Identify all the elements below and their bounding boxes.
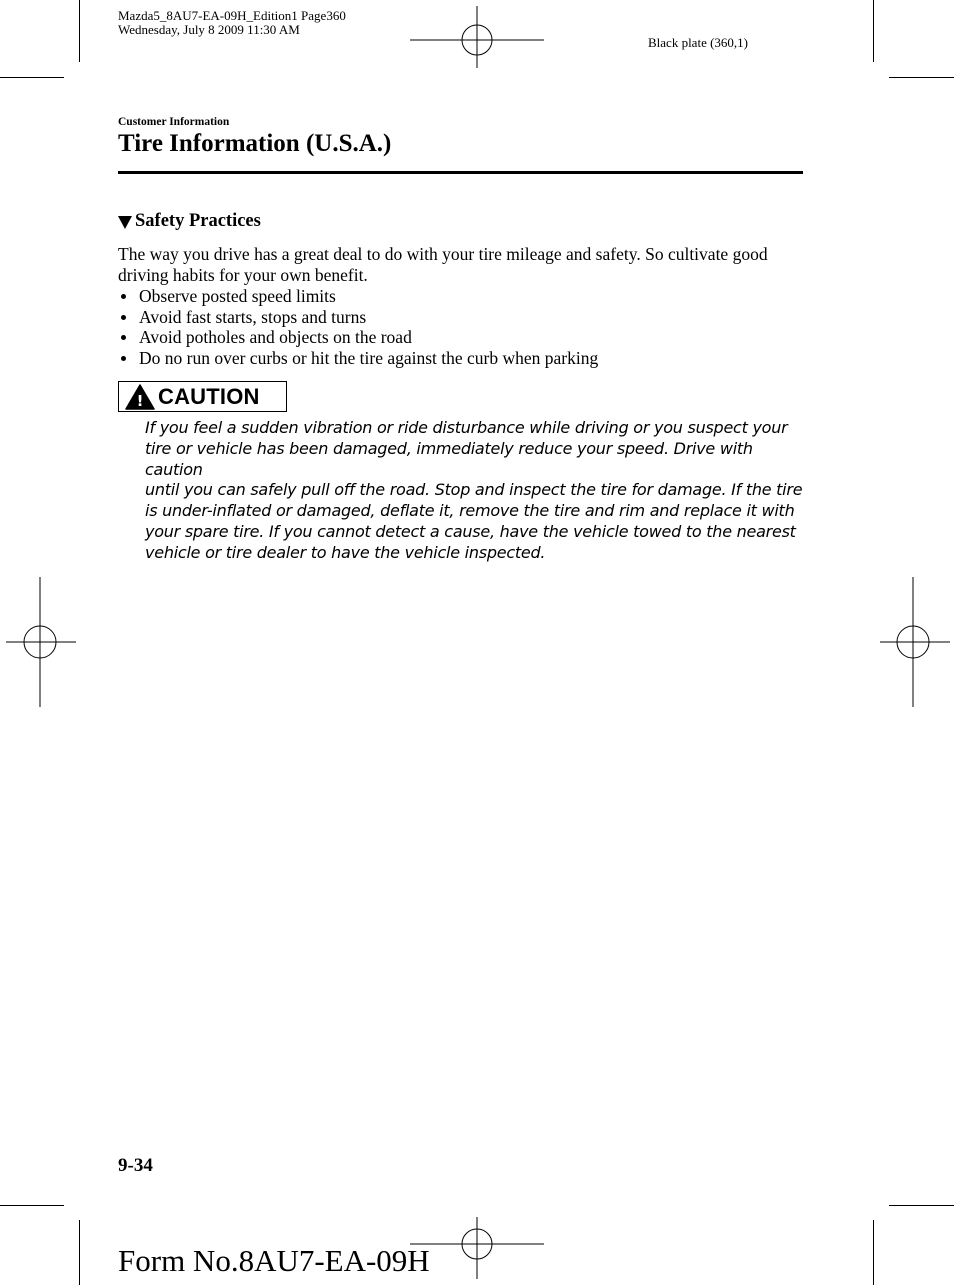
caution-line: is under-inflated or damaged, deflate it, remove the tire and rim and replace it with	[145, 501, 795, 521]
plate-info: Black plate (360,1)	[648, 35, 748, 50]
list-item	[118, 286, 818, 307]
bullet-list	[118, 286, 818, 369]
title-rule	[118, 171, 803, 174]
subheading-text: Safety Practices	[135, 211, 261, 231]
list-item-text: Observe posted speed limits	[139, 286, 336, 306]
print-info-line: Mazda5_8AU7-EA-09H_Edition1 Page360	[118, 8, 346, 23]
print-info-line: Wednesday, July 8 2009 11:30 AM	[118, 22, 300, 37]
caution-line: vehicle or tire dealer to have the vehicle inspected.	[145, 542, 546, 562]
caution-line: until you can safely pull off the road. Stop and inspect the tire for damage. If the tire	[145, 480, 803, 500]
caution-line: your spare tire. If you cannot detect a cause, have the vehicle towed to the nearest	[145, 521, 796, 541]
list-item	[118, 348, 818, 369]
warning-triangle-icon	[125, 384, 155, 410]
print-info	[118, 9, 346, 37]
list-item-text: Avoid potholes and objects on the road	[139, 327, 412, 348]
bullet-icon	[121, 356, 126, 361]
page-title: Tire Information (U.S.A.)	[118, 130, 392, 157]
caution-line: tire or vehicle has been damaged, immediately reduce your speed. Drive with caution	[145, 438, 753, 479]
intro-paragraph: The way you drive has a great deal to do with your tire mileage and safety. So cultivate good driving habits for your own benefit.	[118, 244, 768, 285]
warning-symbol: !	[136, 391, 144, 410]
caution-text	[145, 418, 810, 564]
form-number: Form No.8AU7-EA-09H	[118, 1243, 430, 1278]
caution-line: If you feel a sudden vibration or ride disturbance while driving or you suspect your	[145, 418, 788, 437]
registration-mark-bottom	[410, 1217, 544, 1279]
bullet-icon	[121, 294, 126, 299]
list-item-text: Avoid fast starts, stops and turns	[139, 306, 367, 327]
section-label: Customer Information	[118, 116, 230, 128]
list-item-text: Do no run over curbs or hit the tire against the curb when parking	[139, 348, 599, 369]
list-item	[118, 327, 818, 348]
registration-mark-right	[880, 577, 950, 707]
registration-mark-left	[6, 577, 76, 707]
caution-label: CAUTION	[158, 383, 260, 409]
list-item	[118, 307, 818, 328]
registration-mark-top	[410, 6, 544, 68]
triangle-down-icon	[118, 216, 132, 229]
bullet-icon	[121, 335, 126, 340]
subheading	[118, 211, 261, 232]
caution-box	[118, 381, 287, 412]
bullet-icon	[121, 315, 126, 320]
page-number: 9-34	[118, 1155, 153, 1176]
